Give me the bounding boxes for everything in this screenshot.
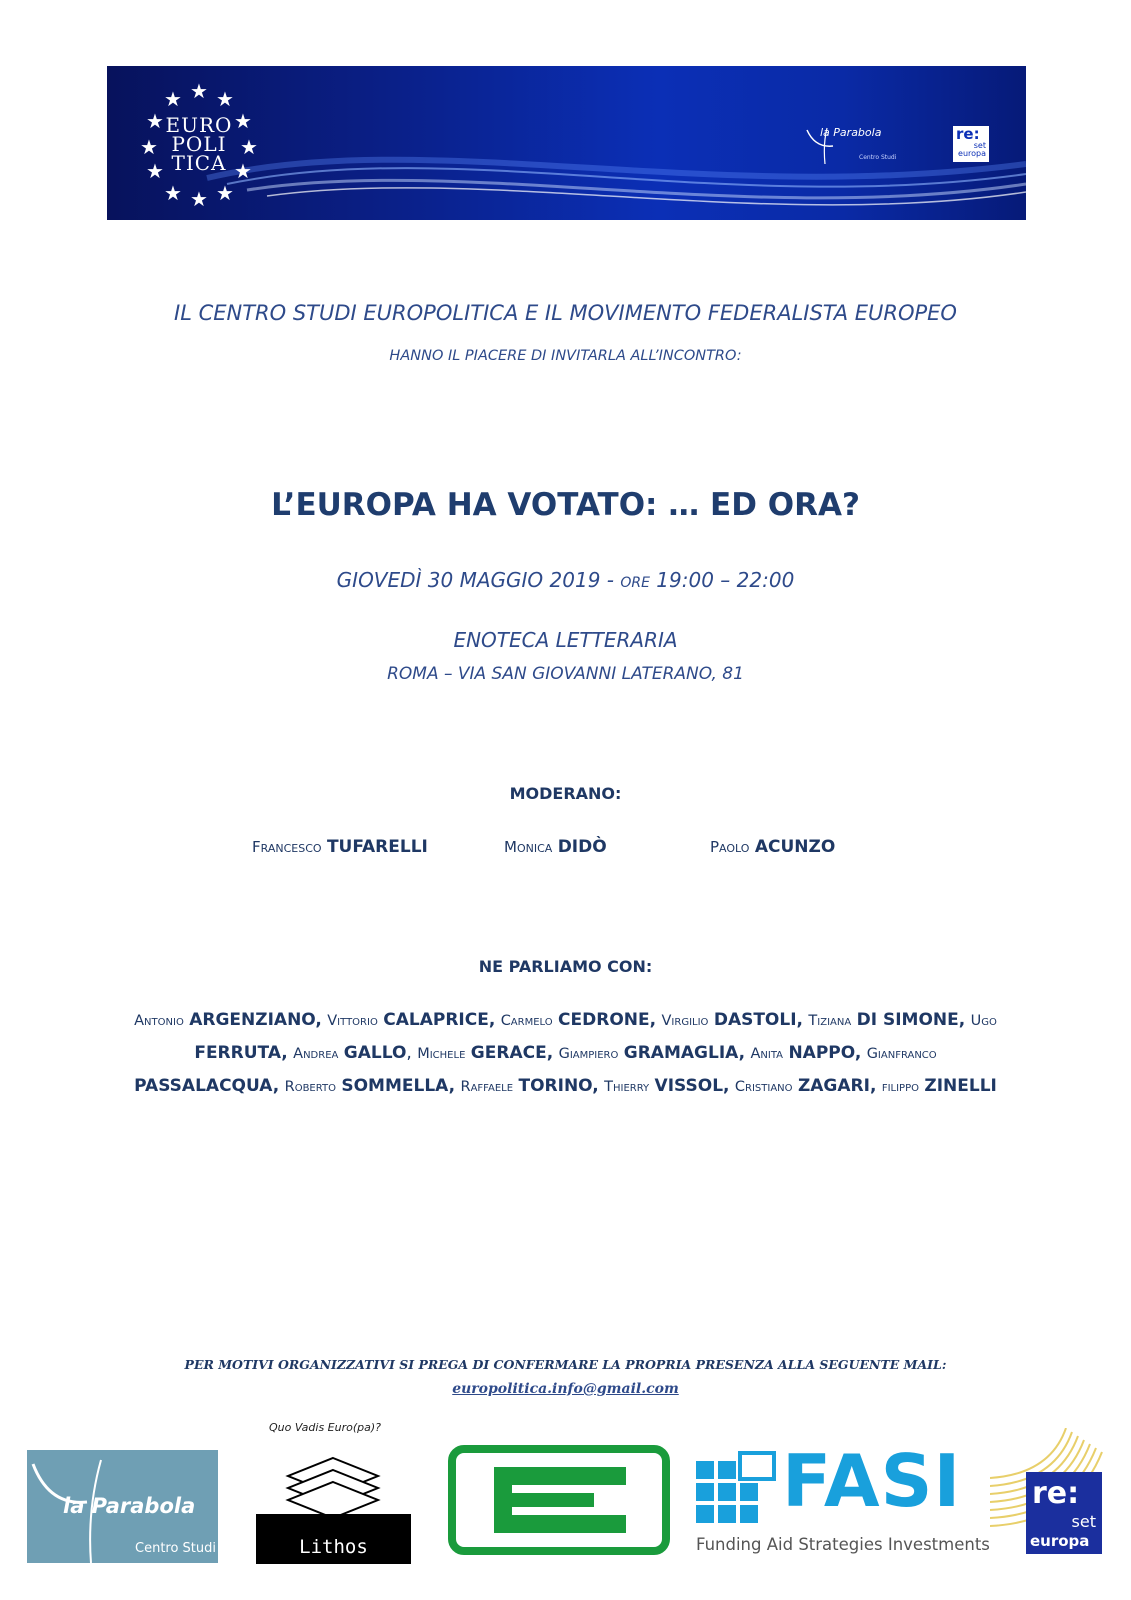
speaker-first-name: filippo	[881, 1079, 919, 1095]
speaker-last-name: VISSOL,	[654, 1076, 730, 1096]
speaker-name	[501, 1010, 656, 1030]
speaker-name	[461, 1076, 599, 1096]
moderator-last-name: TUFARELLI	[326, 837, 428, 857]
speaker-first-name: Anita	[750, 1046, 784, 1062]
speaker-last-name: CALAPRICE,	[383, 1010, 496, 1030]
speaker-name	[134, 1010, 322, 1030]
svg-text:★: ★	[146, 109, 164, 133]
svg-text:★: ★	[140, 135, 158, 159]
speaker-first-name: Michele	[417, 1046, 466, 1062]
speaker-name	[662, 1010, 804, 1030]
rsvp-note: PER MOTIVI ORGANIZZATIVI SI PREGA DI CONFERMARE LA PROPRIA PRESENZA ALLA SEGUENTE MAIL:	[184, 1357, 947, 1372]
moderator-name	[252, 837, 428, 857]
speaker-last-name: ZAGARI,	[797, 1076, 877, 1096]
speaker-first-name: Carmelo	[500, 1013, 553, 1029]
venue-address: ROMA – VIA SAN GIOVANNI LATERANO, 81	[387, 664, 744, 684]
speaker-first-name: Roberto	[284, 1079, 336, 1095]
speaker-first-name: Ugo	[970, 1013, 997, 1029]
speaker-name	[735, 1076, 877, 1096]
speaker-last-name: CEDRONE,	[558, 1010, 657, 1030]
speaker-separator: ,	[406, 1043, 418, 1063]
svg-text:★: ★	[190, 187, 208, 208]
banner-reset-sub: set	[973, 141, 986, 150]
speaker-last-name: ARGENZIANO,	[189, 1010, 322, 1030]
reset-box	[1026, 1472, 1102, 1554]
speakers-list	[120, 1004, 1011, 1103]
europolitica-line3: TICA	[171, 151, 227, 175]
reset-europa-logo	[990, 1428, 1108, 1558]
speaker-name	[417, 1043, 553, 1063]
speaker-first-name: Raffaele	[460, 1079, 514, 1095]
svg-text:★: ★	[164, 181, 182, 205]
lithos-logo	[256, 1454, 411, 1564]
speaker-last-name: GERACE,	[470, 1043, 554, 1063]
reset-main: re:	[1032, 1476, 1080, 1511]
reset-set: set	[1071, 1512, 1096, 1531]
banner-parabola-label: la Parabola	[820, 126, 882, 139]
fasi-name: FASI	[782, 1439, 962, 1523]
speaker-first-name: Gianfranco	[866, 1046, 937, 1062]
speaker-first-name: Vittorio	[327, 1013, 378, 1029]
banner-reset-main: re:	[956, 125, 980, 143]
fasi-grid-icon	[696, 1451, 776, 1531]
svg-text:★: ★	[234, 109, 252, 133]
speaker-last-name: DI SIMONE,	[856, 1010, 966, 1030]
moderator-last-name: ACUNZO	[754, 837, 836, 857]
svg-text:★: ★	[164, 87, 182, 111]
banner-reset-logo	[953, 126, 989, 162]
speaker-name	[751, 1043, 862, 1063]
speaker-first-name: Virgilio	[661, 1013, 709, 1029]
venue-name: ENOTECA LETTERARIA	[453, 628, 678, 652]
speaker-last-name: SOMMELLA,	[341, 1076, 456, 1096]
parabola-name: la Parabola	[63, 1494, 196, 1518]
speaker-last-name: PASSALACQUA,	[134, 1076, 280, 1096]
lithos-name: Lithos	[299, 1536, 368, 1558]
banner-parabola-sub: Centro Studi	[859, 154, 897, 161]
speaker-name	[808, 1010, 965, 1030]
svg-text:★: ★	[146, 159, 164, 183]
moderator-name	[504, 837, 607, 857]
speaker-name	[559, 1043, 746, 1063]
moderators-heading: MODERANO:	[509, 784, 622, 803]
green-e-logo	[448, 1445, 670, 1555]
europolitica-logo	[129, 78, 269, 208]
speaker-name	[285, 1076, 455, 1096]
event-date: GIOVEDÌ 30 MAGGIO 2019	[336, 568, 601, 592]
speaker-last-name: TORINO,	[518, 1076, 599, 1096]
event-time: 19:00 – 22:00	[649, 568, 795, 592]
europolitica-wordmark	[159, 113, 239, 175]
speaker-name	[327, 1010, 495, 1030]
speaker-first-name: Antonio	[134, 1013, 184, 1029]
fasi-logo	[696, 1439, 990, 1567]
moderator-last-name: DIDÒ	[557, 837, 607, 857]
letter-e-icon	[494, 1467, 626, 1533]
speaker-first-name: Tiziana	[808, 1013, 852, 1029]
parabola-logo	[27, 1450, 218, 1563]
moderator-first-name: Monica	[504, 838, 553, 856]
europolitica-line1: EURO	[165, 113, 233, 137]
rsvp-email-link[interactable]: europolitica.info@gmail.com	[452, 1381, 679, 1397]
europolitica-line2: POLI	[171, 132, 227, 156]
speaker-name	[293, 1043, 406, 1063]
speaker-last-name: ZINELLI	[924, 1076, 997, 1096]
svg-text:★: ★	[240, 135, 258, 159]
speaker-name	[882, 1076, 997, 1096]
moderator-first-name: Paolo	[710, 838, 750, 856]
speakers-heading: NE PARLIAMO CON:	[478, 957, 653, 976]
reset-europa: europa	[1030, 1532, 1090, 1550]
event-date-time	[0, 568, 1131, 592]
fasi-subtitle: Funding Aid Strategies Investments	[696, 1535, 990, 1554]
invitation-line: HANNO IL PIACERE DI INVITARLA ALL’INCONTRO:	[389, 348, 742, 364]
speaker-last-name: DASTOLI,	[713, 1010, 804, 1030]
speaker-first-name: Andrea	[293, 1046, 339, 1062]
quo-vadis-caption: Quo Vadis Euro(pa)?	[269, 1421, 382, 1434]
speaker-last-name: FERRUTA,	[194, 1043, 288, 1063]
speaker-first-name: Thierry	[604, 1079, 650, 1095]
speaker-last-name: GRAMAGLIA,	[623, 1043, 746, 1063]
moderator-name	[710, 837, 835, 857]
svg-text:★: ★	[216, 181, 234, 205]
speaker-last-name: NAPPO,	[788, 1043, 862, 1063]
event-time-prefix: ORE	[620, 575, 650, 591]
speaker-first-name: Cristiano	[734, 1079, 793, 1095]
event-date-separator: -	[600, 568, 621, 592]
svg-text:★: ★	[234, 159, 252, 183]
svg-text:★: ★	[190, 79, 208, 103]
svg-text:★: ★	[216, 87, 234, 111]
speaker-last-name: GALLO	[343, 1043, 407, 1063]
speaker-name	[604, 1076, 729, 1096]
banner-reset-sub2: europa	[958, 149, 986, 158]
event-title: L’EUROPA HA VOTATO: … ED ORA?	[271, 487, 860, 523]
speaker-first-name: Giampiero	[558, 1046, 619, 1062]
header-banner	[107, 66, 1026, 220]
parabola-subtitle: Centro Studi	[135, 1541, 217, 1556]
moderator-first-name: Francesco	[252, 838, 322, 856]
organizers-line: IL CENTRO STUDI EUROPOLITICA E IL MOVIMENTO FEDERALISTA EUROPEO	[174, 301, 957, 325]
